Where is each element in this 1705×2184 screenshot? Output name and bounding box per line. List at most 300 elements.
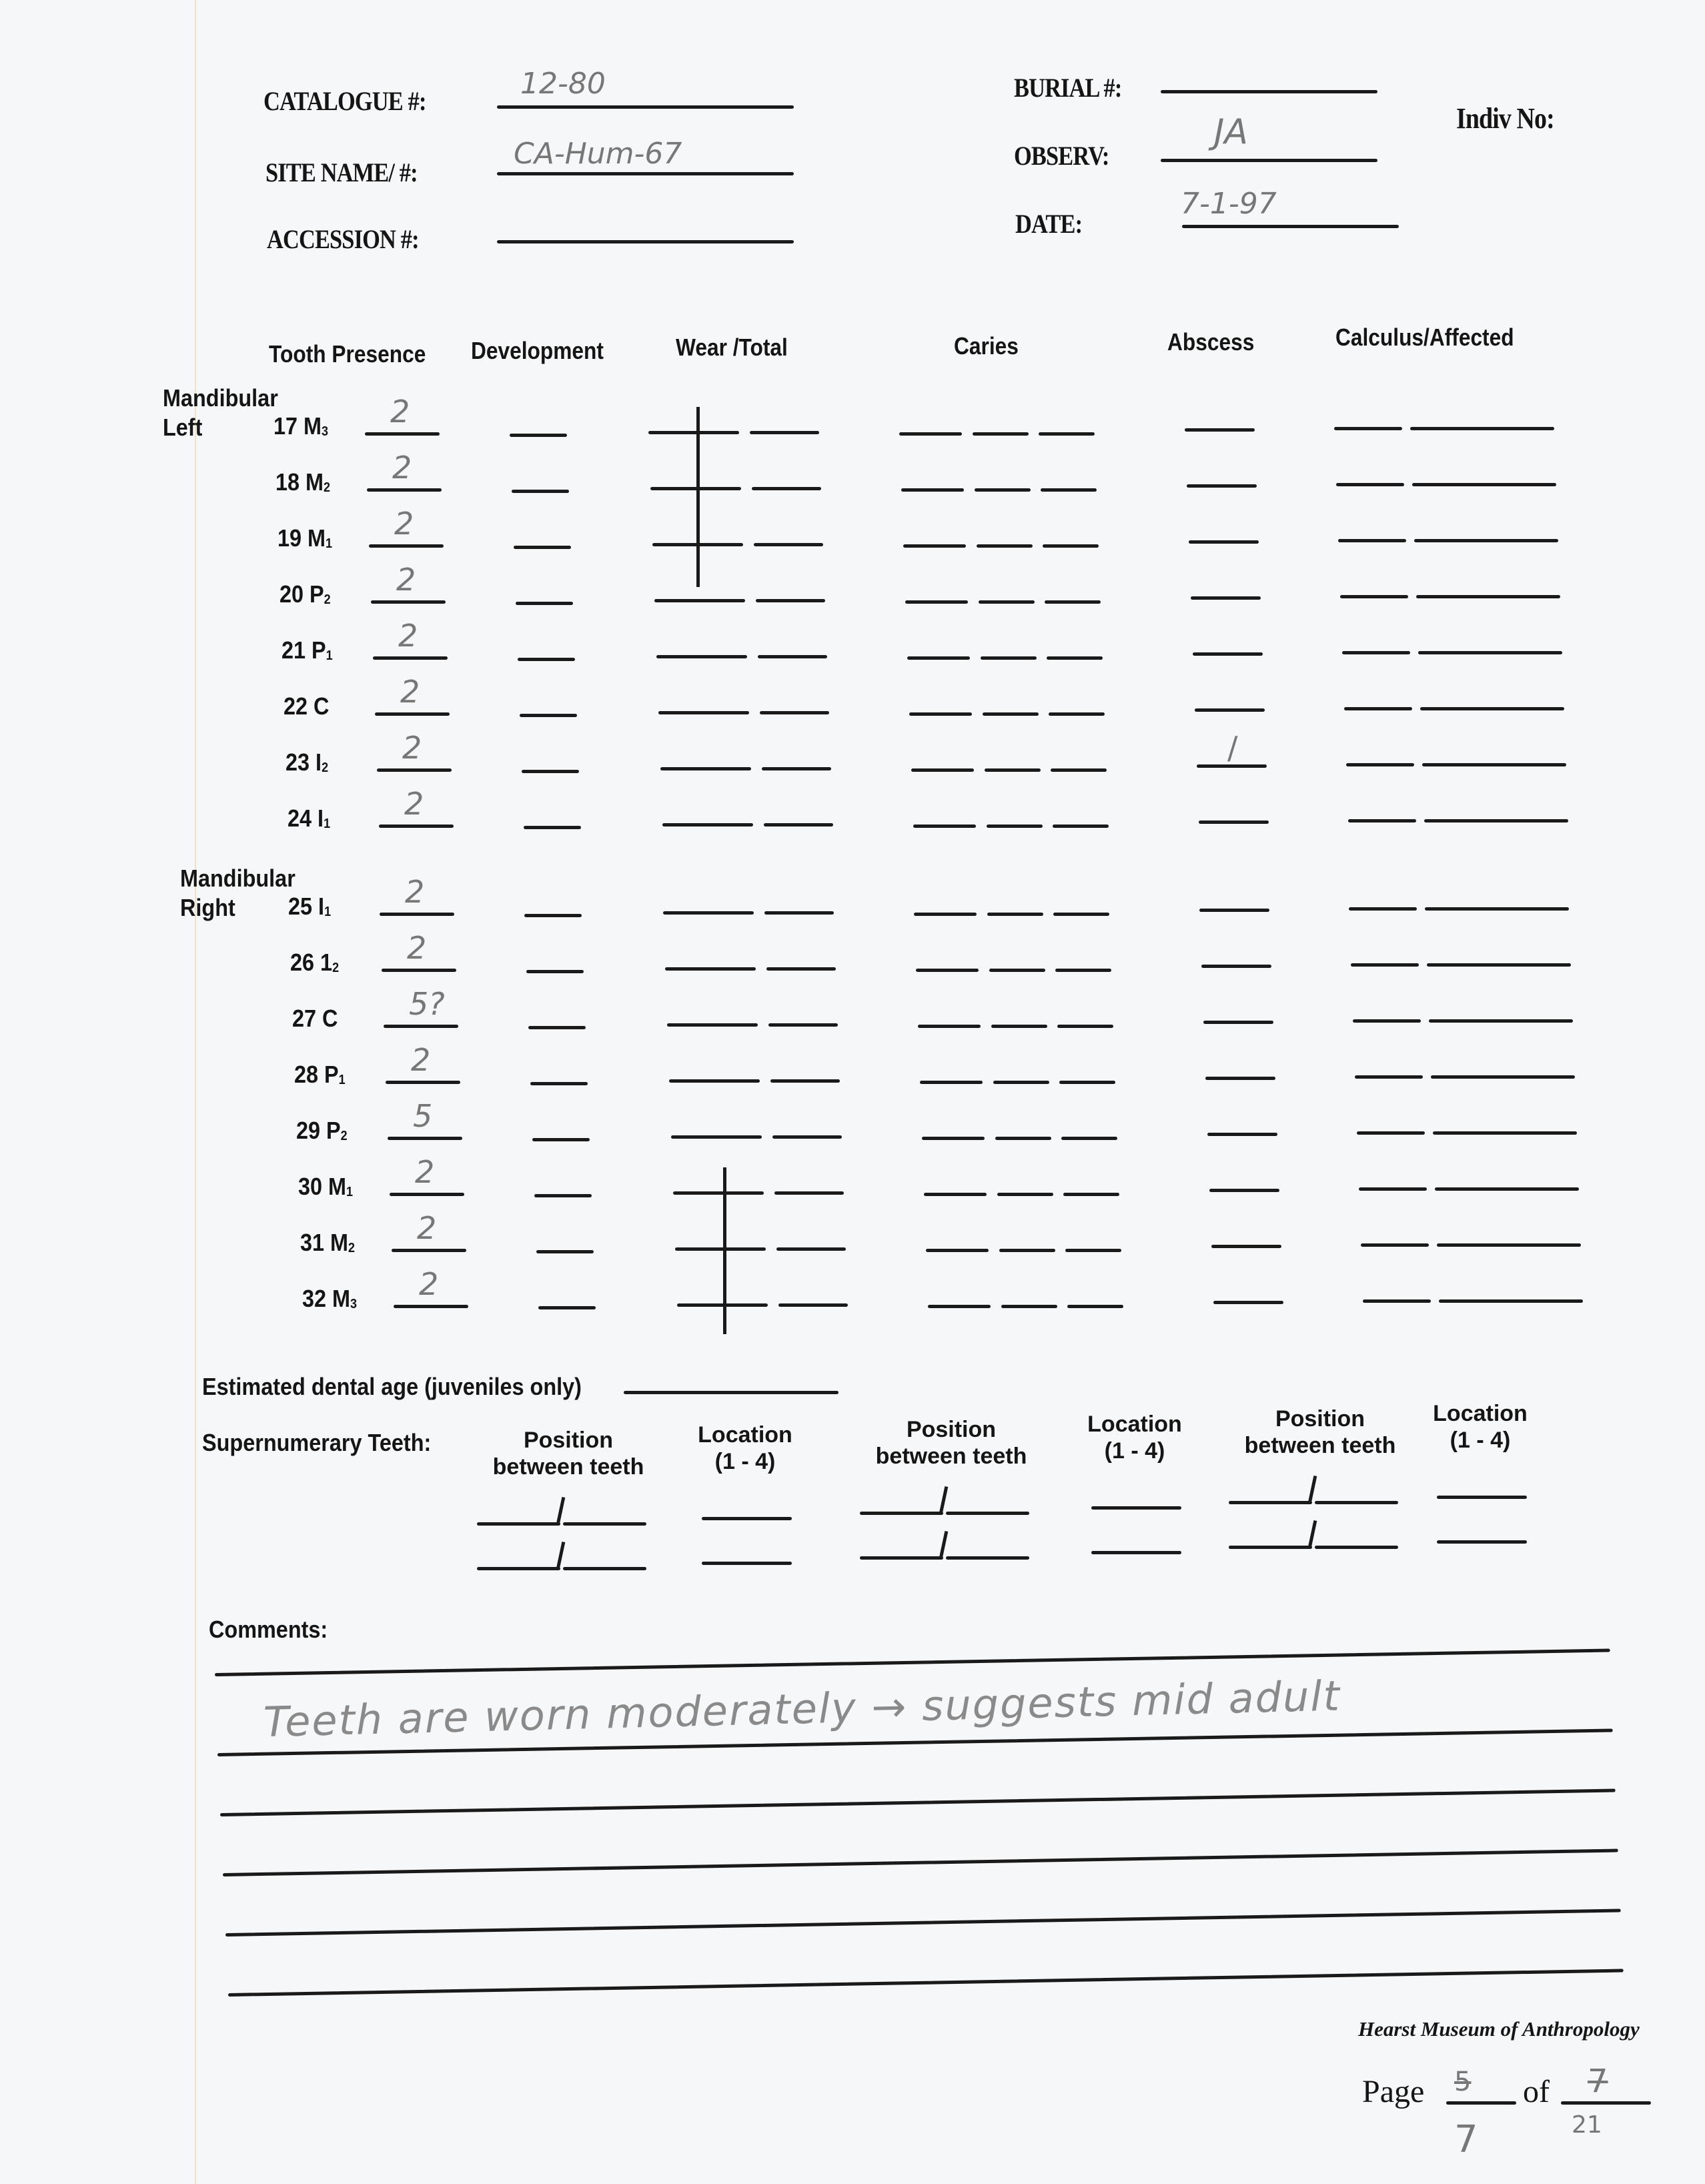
caries-field-line-2[interactable] [981,656,1037,660]
caries-field-line-1[interactable] [909,712,972,716]
wear-field-line[interactable] [675,1247,766,1251]
tooth-subscript: 3 [350,1297,358,1311]
wear-field-line[interactable] [663,911,754,915]
presence-field-line[interactable] [380,913,454,916]
tooth-label [286,748,328,776]
col-calculus-affected: Calculus/Affected [1335,324,1514,351]
presence-field-line[interactable] [382,969,456,972]
total-field-line[interactable] [774,1191,844,1195]
total-field-line[interactable] [756,599,825,602]
tooth-number: 23 [286,748,310,776]
tooth-subscript: 1 [346,1185,354,1199]
position-field-line-left[interactable] [860,1512,943,1515]
presence-value[interactable]: 2 [407,930,427,966]
total-field-line[interactable] [764,823,833,827]
caries-field-line-3[interactable] [1057,1025,1113,1028]
calculus-field-line[interactable] [1348,819,1416,823]
abscess-field-line[interactable] [1189,540,1259,544]
presence-value[interactable]: 2 [392,450,412,486]
total-field-line[interactable] [750,431,819,434]
affected-field-line[interactable] [1422,763,1566,766]
tooth-type: P [324,1061,339,1088]
position-divider-slash [556,1497,566,1525]
total-field-line[interactable] [762,767,831,770]
affected-field-line[interactable] [1425,907,1569,911]
affected-field-line[interactable] [1433,1131,1577,1135]
calculus-field-line[interactable] [1342,651,1410,654]
abscess-field-line[interactable] [1195,708,1265,712]
caries-field-line-2[interactable] [975,488,1031,492]
presence-field-line[interactable] [388,1137,462,1140]
dental-age-label: Estimated dental age (juveniles only) [202,1373,582,1400]
development-field-line[interactable] [520,714,577,717]
caries-field-line-2[interactable] [1001,1305,1057,1308]
calculus-field-line[interactable] [1359,1187,1427,1191]
calculus-field-line[interactable] [1363,1299,1431,1303]
location-header-line1: Location [698,1422,792,1448]
affected-field-line[interactable] [1420,707,1564,710]
page-number-struck: 5 [1454,2067,1472,2097]
caries-field-line-2[interactable] [993,1081,1049,1084]
wear-field-line[interactable] [650,487,741,490]
caries-field-line-1[interactable] [922,1137,985,1140]
affected-field-line[interactable] [1412,483,1556,486]
observ-field-line[interactable] [1161,159,1377,162]
tooth-subscript: 2 [322,760,329,775]
presence-value[interactable]: 5? [409,986,445,1022]
caries-field-line-1[interactable] [911,768,974,772]
tooth-type: P [312,636,326,664]
abscess-field-line[interactable] [1199,909,1269,912]
section-title-line1: Mandibular [163,384,278,412]
caries-field-line-2[interactable] [987,913,1043,916]
caries-field-line-1[interactable] [928,1305,991,1308]
tooth-type: 1 [320,949,333,976]
tooth-number: 28 [294,1061,319,1088]
section-title-line2: Left [163,414,203,441]
presence-value[interactable]: 2 [405,874,425,910]
page-label: Page [1362,2074,1425,2109]
comments-text[interactable]: Teeth are worn moderately → suggests mid adult [263,1671,1341,1746]
abscess-field-line[interactable] [1193,652,1263,656]
position-divider-slash [556,1542,566,1570]
location-field-line[interactable] [702,1562,792,1565]
tooth-label [288,893,331,921]
position-field-line-right[interactable] [946,1556,1029,1560]
caries-field-line-2[interactable] [979,600,1035,604]
tooth-type: C [322,1005,338,1032]
position-field-line-left[interactable] [860,1556,943,1560]
position-field-line-left[interactable] [477,1567,560,1570]
abscess-field-line[interactable] [1205,1077,1275,1080]
section-title-line2: Right [180,894,235,921]
calculus-field-line[interactable] [1351,963,1419,967]
position-header-line1: Position [1275,1406,1365,1432]
wear-field-line[interactable] [665,967,756,971]
caries-field-line-3[interactable] [1059,1081,1115,1084]
development-field-line[interactable] [518,658,575,661]
tooth-label [290,949,339,977]
presence-field-line[interactable] [369,544,444,548]
supernumerary-label: Supernumerary Teeth: [202,1429,432,1456]
presence-field-line[interactable] [394,1305,468,1308]
col-caries: Caries [954,332,1019,360]
presence-value[interactable]: 2 [396,562,416,598]
tooth-number: 25 [288,893,313,920]
caries-field-line-1[interactable] [907,656,970,660]
caries-field-line-2[interactable] [977,544,1033,548]
tooth-number: 19 [277,524,302,552]
tooth-subscript: 2 [324,592,331,607]
tooth-type: I [318,893,325,920]
tooth-label [283,692,329,720]
caries-field-line-1[interactable] [926,1249,989,1252]
total-field-line[interactable] [760,711,829,714]
position-header-line2: between teeth [1244,1433,1396,1458]
comment-field-line[interactable] [225,1908,1621,1937]
tooth-type: I [318,804,324,832]
tooth-type: M [330,1229,349,1256]
development-field-line[interactable] [530,1082,588,1085]
location-field-line[interactable] [1091,1551,1181,1554]
caries-field-line-2[interactable] [991,1025,1047,1028]
caries-field-line-3[interactable] [1055,969,1111,972]
location-field-line[interactable] [1091,1506,1181,1510]
observ-initials: JA [1214,112,1248,152]
calculus-field-line[interactable] [1361,1243,1429,1247]
tooth-subscript: 1 [326,648,333,663]
tooth-subscript: 2 [324,480,331,495]
site-field-line[interactable] [497,172,794,175]
calculus-field-line[interactable] [1338,539,1406,542]
caries-field-line-3[interactable] [1065,1249,1121,1252]
abscess-field-line[interactable] [1209,1189,1279,1192]
date-label: DATE: [1015,209,1083,239]
caries-field-line-1[interactable] [914,913,977,916]
tooth-number: 18 [275,468,300,496]
abscess-field-line[interactable] [1211,1245,1281,1248]
calculus-field-line[interactable] [1357,1131,1425,1135]
location-header-line2: (1 - 4) [1450,1428,1511,1453]
development-field-line[interactable] [524,914,582,917]
tooth-label [288,804,330,833]
development-field-line[interactable] [532,1138,590,1141]
abscess-field-line[interactable] [1191,596,1261,600]
tooth-number: 17 [273,412,298,440]
calculus-field-line[interactable] [1353,1019,1421,1023]
presence-field-line[interactable] [379,825,454,828]
page-number-line[interactable] [1446,2101,1516,2105]
affected-field-line[interactable] [1418,651,1562,654]
presence-value[interactable]: 2 [411,1042,431,1078]
presence-field-line[interactable] [390,1193,464,1196]
calculus-field-line[interactable] [1344,707,1412,710]
tooth-label [292,1005,338,1033]
accession-label: ACCESSION #: [267,224,419,254]
affected-field-line[interactable] [1410,427,1554,430]
tooth-type: I [316,748,322,776]
wear-field-line[interactable] [660,767,751,770]
caries-field-line-1[interactable] [924,1193,987,1196]
tooth-subscript: 3 [322,424,329,439]
tooth-label [296,1117,348,1145]
calculus-field-line[interactable] [1340,595,1408,598]
caries-field-line-2[interactable] [999,1249,1055,1252]
tooth-subscript: 2 [332,961,340,975]
presence-value[interactable]: 2 [400,674,420,710]
caries-field-line-1[interactable] [899,432,962,436]
presence-value[interactable]: 2 [390,394,410,430]
development-field-line[interactable] [534,1194,592,1197]
caries-field-line-3[interactable] [1043,544,1099,548]
position-field-line-left[interactable] [1229,1546,1312,1549]
observ-label: OBSERV: [1014,141,1109,171]
position-field-line-right[interactable] [946,1512,1029,1515]
caries-field-line-1[interactable] [918,1025,981,1028]
comment-field-line[interactable] [215,1648,1610,1676]
abscess-field-line[interactable] [1207,1133,1277,1136]
wear-field-line[interactable] [656,655,747,658]
date-value: 7-1-97 [1181,187,1277,221]
abscess-field-line[interactable] [1203,1021,1273,1024]
caries-field-line-2[interactable] [989,969,1045,972]
location-field-line[interactable] [1437,1540,1527,1544]
tooth-label [275,468,330,496]
comment-field-line[interactable] [223,1848,1618,1876]
page-number-value: 7 [1454,2118,1478,2161]
position-divider-slash [939,1486,949,1514]
caries-field-line-3[interactable] [1053,913,1109,916]
wear-field-line[interactable] [654,599,745,602]
section-title-line1: Mandibular [180,865,296,892]
caries-field-line-2[interactable] [995,1137,1051,1140]
development-field-line[interactable] [522,770,579,773]
abscess-field-line[interactable] [1199,821,1269,824]
affected-field-line[interactable] [1414,539,1558,542]
institution-name: Hearst Museum of Anthropology [1358,2017,1640,2041]
tooth-number: 20 [279,580,304,608]
development-field-line[interactable] [528,1026,586,1029]
caries-field-line-3[interactable] [1067,1305,1123,1308]
tooth-type: C [314,692,330,720]
calculus-field-line[interactable] [1346,763,1414,766]
affected-field-line[interactable] [1424,819,1568,823]
development-field-line[interactable] [536,1250,594,1253]
abscess-field-line[interactable] [1185,428,1255,432]
col-wear-total: Wear /Total [676,334,788,361]
development-field-line[interactable] [538,1306,596,1309]
caries-field-line-3[interactable] [1045,600,1101,604]
development-field-line[interactable] [512,490,569,493]
affected-field-line[interactable] [1435,1187,1579,1191]
presence-field-line[interactable] [371,600,446,604]
abscess-field-line[interactable] [1187,484,1257,488]
wear-field-line[interactable] [673,1191,764,1195]
comment-field-line[interactable] [228,1969,1624,1997]
presence-value[interactable]: 2 [394,506,414,542]
affected-field-line[interactable] [1429,1019,1573,1023]
caries-field-line-3[interactable] [1061,1137,1117,1140]
caries-field-line-3[interactable] [1053,825,1109,828]
accession-field-line[interactable] [497,240,794,243]
tooth-number: 31 [300,1229,325,1256]
tooth-number: 32 [302,1285,327,1312]
comment-field-line[interactable] [220,1788,1616,1816]
affected-field-line[interactable] [1427,963,1571,967]
total-field-line[interactable] [768,1023,838,1027]
development-field-line[interactable] [510,434,567,437]
location-field-line[interactable] [702,1517,792,1520]
wear-field-line[interactable] [669,1079,760,1083]
calculus-field-line[interactable] [1355,1075,1423,1079]
caries-field-line-1[interactable] [905,600,968,604]
position-field-line-right[interactable] [563,1567,646,1570]
comments-label: Comments: [209,1616,328,1643]
development-field-line[interactable] [514,546,571,549]
caries-field-line-3[interactable] [1047,656,1103,660]
location-header-line2: (1 - 4) [714,1449,776,1474]
presence-field-line[interactable] [377,768,452,772]
tooth-number: 29 [296,1117,321,1144]
tooth-type: M [304,412,322,440]
total-pages-line[interactable] [1561,2101,1651,2105]
presence-field-line[interactable] [392,1249,466,1252]
tooth-subscript: 1 [338,1073,346,1087]
caries-field-line-3[interactable] [1051,768,1107,772]
tooth-type: M [308,524,326,552]
development-field-line[interactable] [526,970,584,973]
caries-field-line-2[interactable] [973,432,1029,436]
caries-field-line-3[interactable] [1049,712,1105,716]
total-field-line[interactable] [754,543,823,546]
position-field-line-right[interactable] [1315,1501,1398,1504]
tooth-type: M [328,1173,347,1200]
calculus-field-line[interactable] [1334,427,1402,430]
total-pages-value: 21 [1572,2111,1602,2139]
tooth-label [300,1229,355,1257]
total-field-line[interactable] [776,1247,846,1251]
caries-field-line-2[interactable] [985,768,1041,772]
caries-field-line-1[interactable] [916,969,979,972]
position-header-line1: Position [523,1428,614,1453]
presence-value[interactable]: 2 [402,730,422,766]
total-field-line[interactable] [778,1303,848,1307]
presence-field-line[interactable] [365,432,440,436]
position-field-line-left[interactable] [477,1522,560,1526]
indiv-no-label: Indiv No: [1456,102,1554,135]
tooth-type: M [306,468,324,496]
presence-field-line[interactable] [367,488,442,492]
caries-field-line-1[interactable] [913,825,976,828]
tooth-number: 21 [281,636,306,664]
site-value: CA-Hum-67 [514,137,682,171]
affected-field-line[interactable] [1416,595,1560,598]
position-divider-slash [1308,1476,1317,1504]
affected-field-line[interactable] [1431,1075,1575,1079]
caries-field-line-1[interactable] [903,544,966,548]
date-field-line[interactable] [1182,225,1399,228]
wear-field-line[interactable] [658,711,749,714]
total-field-line[interactable] [772,1135,842,1139]
catalogue-field-line[interactable] [497,105,794,109]
tooth-label [294,1061,346,1089]
position-field-line-right[interactable] [563,1522,646,1526]
tooth-subscript: 2 [340,1129,348,1143]
position-divider-slash [1308,1520,1317,1548]
affected-field-line[interactable] [1439,1299,1583,1303]
position-divider-slash [939,1531,949,1559]
presence-value[interactable]: 2 [415,1154,435,1190]
col-development: Development [471,337,604,364]
of-label: of [1523,2074,1550,2109]
total-field-line[interactable] [770,1079,840,1083]
wear-divider-line [696,407,700,587]
position-header-line2: between teeth [492,1454,644,1480]
position-field-line-left[interactable] [1229,1501,1312,1504]
presence-value[interactable]: 2 [404,786,424,822]
development-field-line[interactable] [516,602,573,605]
tooth-label [273,412,328,440]
abscess-field-line[interactable] [1201,965,1271,968]
tooth-label [281,636,333,664]
presence-value[interactable]: 5 [413,1098,433,1134]
caries-field-line-2[interactable] [997,1193,1053,1196]
caries-field-line-2[interactable] [987,825,1043,828]
location-header-line2: (1 - 4) [1104,1438,1165,1464]
caries-field-line-3[interactable] [1041,488,1097,492]
total-field-line[interactable] [766,967,836,971]
wear-field-line[interactable] [677,1303,768,1307]
tooth-number: 22 [283,692,308,720]
calculus-field-line[interactable] [1336,483,1404,486]
tooth-type: P [326,1117,341,1144]
presence-field-line[interactable] [373,656,448,660]
total-field-line[interactable] [758,655,827,658]
affected-field-line[interactable] [1437,1243,1581,1247]
wear-field-line[interactable] [648,431,739,434]
caries-field-line-3[interactable] [1039,432,1095,436]
caries-field-line-2[interactable] [983,712,1039,716]
presence-value[interactable]: 2 [398,618,418,654]
presence-field-line[interactable] [386,1081,460,1084]
dental-age-field-line[interactable] [624,1391,838,1394]
abscess-field-line[interactable] [1213,1301,1283,1304]
total-field-line[interactable] [764,911,834,915]
wear-divider-line [723,1167,726,1334]
presence-value[interactable]: 2 [419,1266,439,1302]
location-field-line[interactable] [1437,1496,1527,1499]
location-header-line1: Location [1433,1401,1528,1426]
presence-field-line[interactable] [375,712,450,716]
position-header-line2: between teeth [875,1444,1027,1469]
total-field-line[interactable] [752,487,821,490]
presence-field-line[interactable] [384,1025,458,1028]
abscess-value[interactable]: / [1227,730,1238,766]
wear-field-line[interactable] [667,1023,758,1027]
tooth-subscript: 1 [326,536,333,551]
position-field-line-right[interactable] [1315,1546,1398,1549]
burial-field-line[interactable] [1161,90,1377,93]
calculus-field-line[interactable] [1349,907,1417,911]
wear-field-line[interactable] [662,823,753,827]
caries-field-line-3[interactable] [1063,1193,1119,1196]
wear-field-line[interactable] [671,1135,762,1139]
development-field-line[interactable] [524,826,581,829]
tooth-number: 26 [290,949,315,976]
presence-value[interactable]: 2 [417,1210,437,1246]
caries-field-line-1[interactable] [920,1081,983,1084]
caries-field-line-1[interactable] [901,488,964,492]
